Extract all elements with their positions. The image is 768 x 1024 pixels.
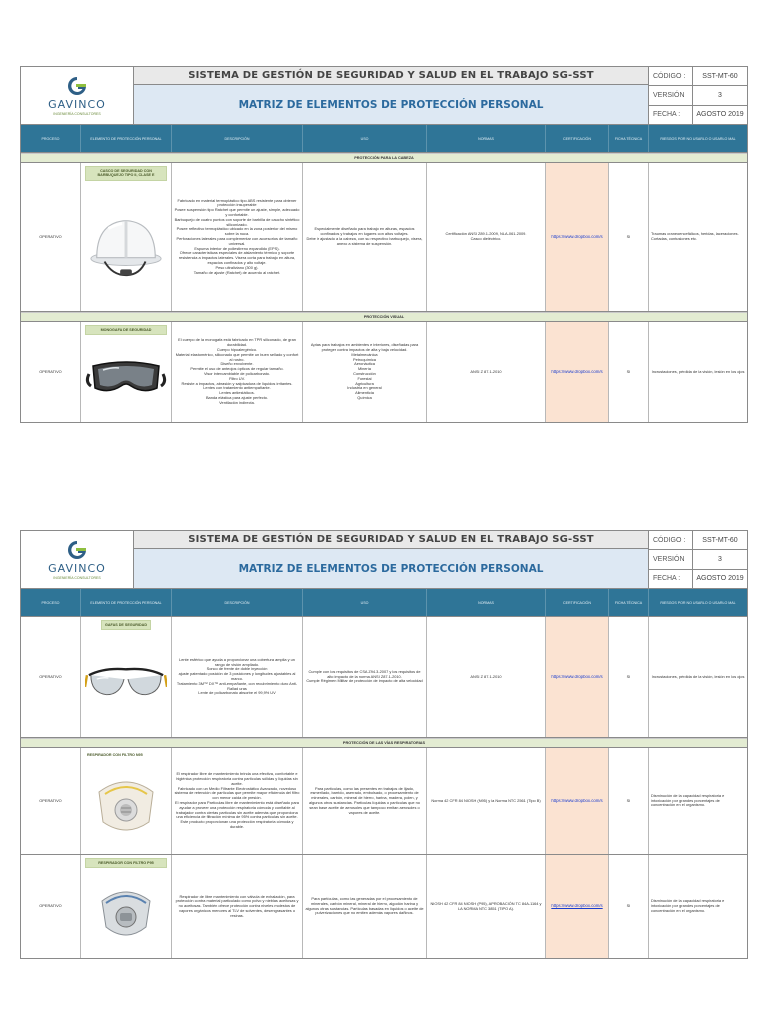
datasheet-cell: SI [609, 163, 649, 311]
col-risks: RIESGOS POR NO USARLO O USARLO MAL [660, 136, 736, 141]
col-description: DESCRIPCIÓN [172, 125, 303, 152]
matrix-title: MATRIZ DE ELEMENTOS DE PROTECCIÓN PERSONAL [134, 85, 648, 124]
use-cell: Especialmente diseñado para trabajo en alturas, espacios confinados y trabajos en lugares con altos voltajes. Debe ir ajustado a la cabeza, con su respectivo barbuquejo, visera, anexo a sistema de suspensión. [303, 163, 427, 311]
matrix-sheet-1 [20, 66, 748, 423]
section-title-head: PROTECCIÓN PARA LA CABEZA [21, 153, 747, 163]
goggles-icon [85, 352, 167, 402]
norms-cell: ANSI Z 87.1-2010 [427, 617, 546, 737]
description-cell: Fabricado en material termoplástico tipo ABS resistente para obtener protección insuperable Posee suspensión tipo Ratchet que permite un ajuste, simple, adecuado y confortable. Barbuquejo de cuatro puntos con soporte de barbilla de caucho sintético siliconizado. Posee reflectivo termoplástico ubicado en la zona posterior del mismo sobre la nuca. Perforaciones laterales para complementar con accesorios de tamaño universal. Espuma interior de poliestireno expandido (EPS). Ofrece características especiales de aislamiento térmico y soporte resistencia a impactos laterales. Visera corta para trabajo en altura, espacios confinados y alto voltaje. Peso ultraliviano (300 g). Tamaño de ajuste (Ratchet) de acuerdo al ratchet. [172, 163, 303, 311]
risks-cell: Incrustaciones, pérdida de la visión, lesión en los ojos [651, 673, 745, 679]
code-value: SST-MT-60 [702, 536, 738, 544]
description-cell: El respirador libre de mantenimiento brinda una efectiva, confortable e higiénica protección respiratoria contra partículas sólidas y líquidas sin aceite. Fabricado con un Medio Filtrante Electrostático Avanzado, novedoso sistema de retención de partículas que permite mayor eficiencia del filtro con menor caída de presión. El respirador para Partículas libre de mantenimiento está diseñado para ayudar a proveer una protección respiratoria cómoda y confiable al trabajador contra ciertas partículas sin aceite además que proporciona una eficiencia de filtración mínima de 95% contra partículas sin aceite. Este producto proporcionan una protección respiratoria cómoda y durable. [172, 748, 303, 854]
system-title: SISTEMA DE GESTIÓN DE SEGURIDAD Y SALUD EN EL TRABAJO SG-SST [134, 67, 648, 85]
gavinco-logo-icon [66, 539, 88, 561]
element-name: MONOGAFA DE SEGURIDAD [85, 325, 167, 335]
column-headers [21, 125, 747, 153]
matrix-sheet-2 [20, 530, 748, 959]
col-use: USO [303, 125, 427, 152]
sheet-header [21, 531, 747, 589]
sheet-header [21, 67, 747, 125]
norms-cell: Certificación ANSI Z89.1-2009, NLA-061-2009. Casco dieléctrico. [427, 163, 546, 311]
col-element: ELEMENTO DE PROTECCIÓN PERSONAL [81, 589, 172, 616]
col-process: PROCESO [21, 589, 81, 616]
p95-respirator-icon [94, 881, 158, 943]
version-value: 3 [718, 555, 722, 563]
system-title: SISTEMA DE GESTIÓN DE SEGURIDAD Y SALUD EN EL TRABAJO SG-SST [134, 531, 648, 549]
col-norms: NORMAS [427, 125, 546, 152]
date-label: FECHA : [649, 106, 693, 124]
datasheet-cell: SI [609, 322, 649, 422]
company-logo [21, 531, 134, 588]
datasheet-cell: SI [609, 748, 649, 854]
process-cell: OPERATIVO [21, 855, 81, 958]
risks-cell: Traumas craneoencefálicos, heridas, laceraciones. Cortadas, contusiones etc. [651, 231, 739, 241]
table-row [21, 617, 747, 738]
col-risks: RIESGOS POR NO USARLO O USARLO MAL [660, 600, 736, 605]
company-name: GAVINCO [48, 98, 106, 111]
company-tagline: INGENIERÍA CONSULTORES [53, 112, 101, 116]
version-label: VERSIÓN [649, 86, 693, 104]
section-title-respiratory: PROTECCIÓN DE LAS VÍAS RESPIRATORIAS [21, 738, 747, 748]
gavinco-logo-icon [66, 75, 88, 97]
company-logo [21, 67, 134, 124]
table-row [21, 163, 747, 312]
process-cell: OPERATIVO [21, 748, 81, 854]
safety-glasses-icon [85, 657, 167, 707]
code-label: CÓDIGO : [649, 531, 693, 549]
code-value: SST-MT-60 [702, 72, 738, 80]
certification-link[interactable]: https://www.dropbox.com/s [551, 798, 603, 803]
date-value: AGOSTO 2019 [696, 575, 744, 583]
description-cell: El cuerpo de la monogafa está fabricado en TPR siliconado, de gran durabilidad. Cuerpo hipoalergénico. Material elastomérico, siliconado que permite un buen sellado y confort al rostro. Diseño envolvente. Permite el uso de anteojos ópticos de regular tamaño. Visor intercambiable de policarbonato. Filtro UV. Resiste a impactos, abrasión y salpicadura de líquidos irritantes. Lentes con tratamiento antiempañante. Lentes antiestáticos. Banda elástica para ajuste perfecto. Ventilación indirecta. [172, 322, 303, 422]
col-datasheet: FICHA TÉCNICA [609, 589, 649, 616]
date-label: FECHA : [649, 570, 693, 588]
datasheet-cell: SI [609, 617, 649, 737]
norms-cell: Norma 42 CFR 84 NIOSH (N95) y la Norma NTC 2561 (Tipo B) [427, 748, 546, 854]
col-certification: CERTIFICACIÓN [546, 125, 609, 152]
element-name: RESPIRADOR CON FILTRO N95 [87, 753, 143, 757]
table-row [21, 748, 747, 855]
col-process: PROCESO [21, 125, 81, 152]
datasheet-cell: SI [609, 855, 649, 958]
col-norms: NORMAS [427, 589, 546, 616]
use-cell: Para partículas, como las generadas por el procesamiento de minerales, carbón mineral, mineral de hierro, algodón harina y algunos otras sustancias. Partículas basadas en líquidos o aceite de pulverizaciones que no emiten además vapores dañinos. [303, 855, 427, 958]
element-name: CASCO DE SEGURIDAD CON BARBUQUEJO TIPO II, CLASE E [85, 166, 167, 181]
description-cell: Respirador de libre mantenimiento con válvula de exhalación, para protección contra material particulado como polvo y nieblas aceitosas y no aceitosas. También ofrece protección contra niveles molestos de vapores orgánicos menores al TLV de solventes, desengrasantes o resinas. [172, 855, 303, 958]
code-label: CÓDIGO : [649, 67, 693, 85]
doc-meta [649, 531, 747, 588]
process-cell: OPERATIVO [21, 322, 81, 422]
norms-cell: ANSI Z 87.1-2010 [427, 322, 546, 422]
process-cell: OPERATIVO [21, 617, 81, 737]
certification-link[interactable]: https://www.dropbox.com/s [551, 369, 603, 374]
company-name: GAVINCO [48, 562, 106, 575]
company-tagline: INGENIERÍA CONSULTORES [53, 576, 101, 580]
matrix-title: MATRIZ DE ELEMENTOS DE PROTECCIÓN PERSONAL [134, 549, 648, 588]
use-cell: Para partículas, como las presentes en trabajos de lijado, esmerilado, barrido, aserrado, embolsado, o procesamiento de minerales, carbón, mineral de hierro, harina, madera, polen, y algunos otros sustancias. Partículas líquidas o partículas que no sean base aceite de aerosoles que tampoco emitan aerosoles o vapores de aceite. [303, 748, 427, 854]
table-row [21, 322, 747, 422]
section-title-visual: PROTECCIÓN VISUAL [21, 312, 747, 322]
risks-cell: Incrustaciones, pérdida de la visión, lesión en los ojos [651, 368, 745, 374]
version-label: VERSIÓN [649, 550, 693, 568]
certification-link[interactable]: https://www.dropbox.com/s [551, 904, 603, 909]
description-cell: Lente esférico que ayuda a proporcionar una cobertura amplia y un rango de visión ampliado. Sonco de frente de doble inyección ajuste patentado posición de 3 posiciones y longitudes ajustables al marco. Tratamiento 3M™ DX™ anti-empañante, con recubrimiento duro Anti-Rallad uras Lente de policarbonato absorbe el 99,9% UV [172, 617, 303, 737]
n95-respirator-icon [91, 770, 161, 840]
col-use: USO [303, 589, 427, 616]
norms-cell: NIOSH 42 CFR 84 NIOSH (P95), APROBACIÓN TC 84A-1164 y LA NORMA NTC 3851 (TIPO A). [427, 855, 546, 958]
table-row [21, 855, 747, 958]
hard-hat-icon [87, 205, 165, 283]
process-cell: OPERATIVO [21, 163, 81, 311]
date-value: AGOSTO 2019 [696, 111, 744, 119]
certification-link[interactable]: https://www.dropbox.com/s [551, 234, 603, 239]
element-name: GAFAS DE SEGURIDAD [101, 620, 150, 630]
use-cell: Cumple con los requisitos de CSA Z94.3-2007 y los requisitos de alto impacto de la norma ANSI Z87.1-2010. Cumple Régimen Militar de protección de impacto de alta velocidad [303, 617, 427, 737]
column-headers [21, 589, 747, 617]
col-element: ELEMENTO DE PROTECCIÓN PERSONAL [81, 125, 172, 152]
col-datasheet: FICHA TÉCNICA [609, 125, 649, 152]
element-name: RESPIRADOR CON FILTRO P95 [85, 858, 167, 868]
col-description: DESCRIPCIÓN [172, 589, 303, 616]
certification-link[interactable]: https://www.dropbox.com/s [551, 674, 603, 679]
doc-meta [649, 67, 747, 124]
use-cell: Aptas para trabajos en ambientes e interiores, diseñadas para proteger contra impactos de alta y baja velocidad. Metalmecánica Petroquímica Aeronáutica Minería Construcción Forestal Agricultura Industria en general Alimenticia Química [303, 322, 427, 422]
risks-cell: Disminución de la capacidad respiratoria e intoxicación por grandes porcentajes de concentración en el organismo. [651, 792, 725, 808]
col-certification: CERTIFICACIÓN [546, 589, 609, 616]
risks-cell: Disminución de la capacidad respiratoria e intoxicación por grandes porcentajes de concentración en el organismo. [651, 898, 725, 913]
version-value: 3 [718, 91, 722, 99]
